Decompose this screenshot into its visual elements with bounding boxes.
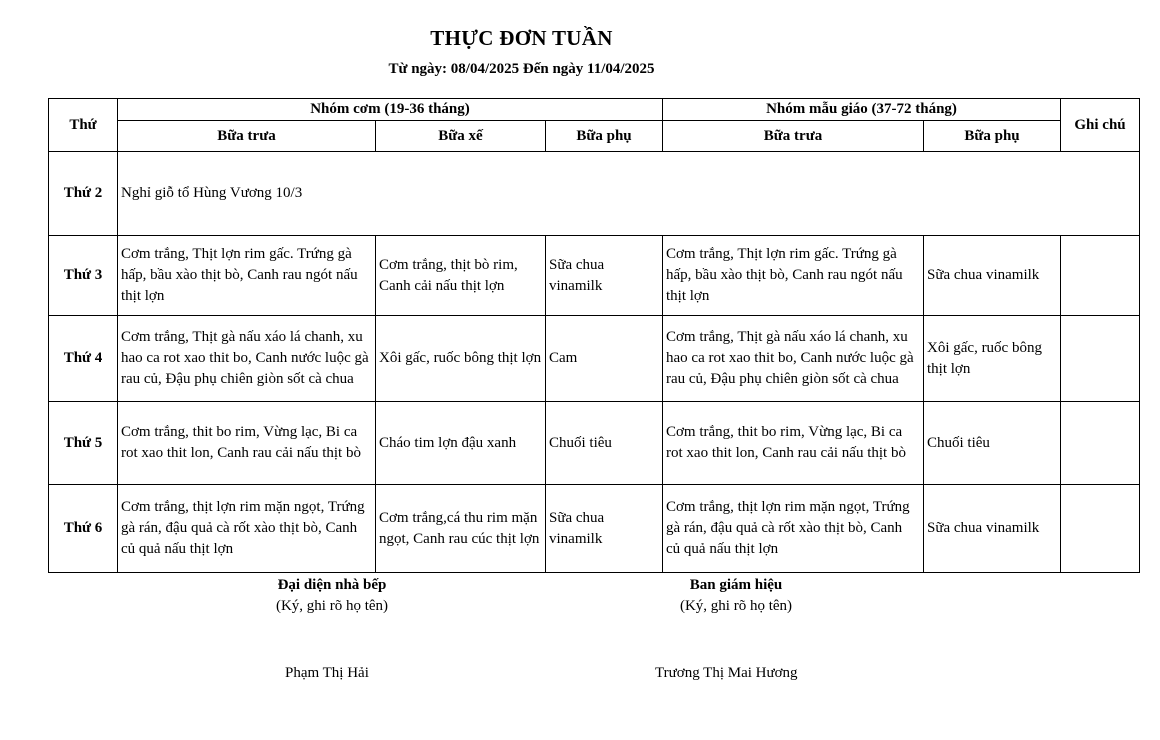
com-afternoon-cell: Cháo tim lợn đậu xanh (376, 402, 546, 485)
mg-snack-cell: Sữa chua vinamilk (924, 236, 1061, 316)
table-row (49, 316, 1140, 402)
signature-name-board: Trương Thị Mai Hương (655, 665, 798, 681)
com-lunch-cell: Cơm trắng, Thịt gà nấu xáo lá chanh, xu hao ca rot xao thit bo, Canh nước luộc gà rau củ, Đậu phụ chiên giòn sốt cà chua (118, 316, 376, 402)
note-cell (1061, 316, 1140, 402)
com-snack-cell: Sữa chua vinamilk (546, 236, 663, 316)
mg-lunch-cell: Cơm trắng, Thịt lợn rim gấc. Trứng gà hấp, bầu xào thịt bò, Canh rau ngót nấu thịt lợn (663, 236, 924, 316)
table-row (49, 152, 1140, 236)
com-snack-cell: Sữa chua vinamilk (546, 485, 663, 573)
signature-hint: (Ký, ghi rõ họ tên) (679, 598, 793, 614)
document-title: THỰC ĐƠN TUẦN (430, 26, 613, 50)
com-afternoon-cell: Cơm trắng,cá thu rim mặn ngọt, Canh rau cúc thịt lợn (376, 485, 546, 573)
date-range: Từ ngày: 08/04/2025 Đến ngày 11/04/2025 (388, 61, 655, 77)
header-row-meals (49, 121, 1140, 152)
signature-hint: (Ký, ghi rõ họ tên) (275, 598, 389, 614)
com-snack-cell: Cam (546, 316, 663, 402)
col-header-mg-bua-trua: Bữa trưa (663, 121, 924, 152)
mg-lunch-cell: Cơm trắng, thit bo rim, Vừng lạc, Bi ca rot xao thit lon, Canh rau cải nấu thịt bò (663, 402, 924, 485)
note-cell (1061, 402, 1140, 485)
table-row (49, 236, 1140, 316)
holiday-cell: Nghỉ giỗ tổ Hùng Vương 10/3 (118, 152, 1140, 236)
note-cell (1061, 236, 1140, 316)
signature-role: Đại diện nhà bếp (277, 577, 387, 593)
mg-lunch-cell: Cơm trắng, thịt lợn rim mặn ngọt, Trứng gà rán, đậu quả cà rốt xào thịt bò, Canh củ quả nấu thịt lợn (663, 485, 924, 573)
note-cell (1061, 485, 1140, 573)
signature-board (636, 575, 836, 617)
col-header-com-bua-xe: Bữa xế (376, 121, 546, 152)
day-cell: Thứ 2 (49, 152, 118, 236)
mg-snack-cell: Chuối tiêu (924, 402, 1061, 485)
com-lunch-cell: Cơm trắng, Thịt lợn rim gấc. Trứng gà hấp, bầu xào thịt bò, Canh rau ngót nấu thịt lợn (118, 236, 376, 316)
table-row (49, 402, 1140, 485)
col-header-com-bua-trua: Bữa trưa (118, 121, 376, 152)
day-cell: Thứ 5 (49, 402, 118, 485)
com-afternoon-cell: Xôi gấc, ruốc bông thịt lợn (376, 316, 546, 402)
mg-lunch-cell: Cơm trắng, Thịt gà nấu xáo lá chanh, xu hao ca rot xao thit bo, Canh nước luộc gà rau củ, Đậu phụ chiên giòn sốt cà chua (663, 316, 924, 402)
col-header-day: Thứ (49, 99, 118, 152)
day-cell: Thứ 4 (49, 316, 118, 402)
header-row-groups (49, 99, 1140, 121)
col-header-notes: Ghi chú (1061, 99, 1140, 152)
day-cell: Thứ 6 (49, 485, 118, 573)
com-afternoon-cell: Cơm trắng, thịt bò rim, Canh cải nấu thịt lợn (376, 236, 546, 316)
group-header-nhom-com: Nhóm cơm (19-36 tháng) (118, 99, 663, 121)
col-header-mg-bua-phu: Bữa phụ (924, 121, 1061, 152)
com-lunch-cell: Cơm trắng, thit bo rim, Vừng lạc, Bi ca rot xao thit lon, Canh rau cải nấu thịt bò (118, 402, 376, 485)
signature-name-kitchen: Phạm Thị Hải (285, 665, 369, 681)
group-header-mau-giao: Nhóm mẫu giáo (37-72 tháng) (663, 99, 1061, 121)
day-cell: Thứ 3 (49, 236, 118, 316)
com-lunch-cell: Cơm trắng, thịt lợn rim mặn ngọt, Trứng gà rán, đậu quả cà rốt xào thịt bò, Canh củ quả nấu thịt lợn (118, 485, 376, 573)
signature-kitchen (232, 575, 432, 617)
mg-snack-cell: Xôi gấc, ruốc bông thịt lợn (924, 316, 1061, 402)
mg-snack-cell: Sữa chua vinamilk (924, 485, 1061, 573)
com-snack-cell: Chuối tiêu (546, 402, 663, 485)
menu-table (48, 98, 1140, 573)
table-row (49, 485, 1140, 573)
col-header-com-bua-phu: Bữa phụ (546, 121, 663, 152)
signature-role: Ban giám hiệu (689, 577, 783, 593)
